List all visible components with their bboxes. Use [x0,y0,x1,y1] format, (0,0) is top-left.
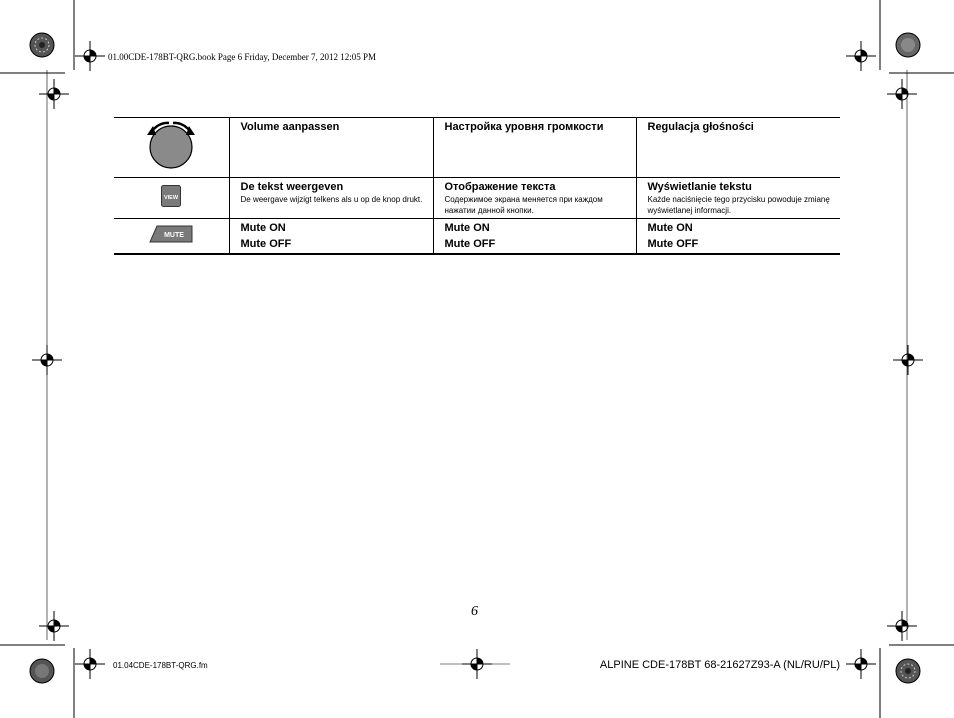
view-button-label: VIEW [164,194,179,201]
polish-title: Wyświetlanie tekstu [647,181,752,193]
volume-knob-icon [141,118,201,172]
icon-cell [114,118,229,178]
table-row [114,178,840,219]
mute-button-icon [149,225,193,243]
polish-description: Każde naciśnięcie tego przycisku powoduje zmianę wyświetlanej informacji. [647,195,830,215]
russian-title: Отображение текста [444,181,556,193]
dutch-title: De tekst weergeven [240,181,344,193]
page-number: 6 [471,604,478,619]
mute-on-label: Mute ON [444,222,490,234]
polish-cell [636,118,840,178]
dutch-description: De weergave wijzigt telkens als u op de knop drukt. [240,195,423,204]
russian-description: Содержимое экрана меняется при каждом нажатии данной кнопки. [444,195,603,215]
dutch-cell [229,118,433,178]
dutch-cell [229,219,433,255]
russian-cell [433,219,636,255]
russian-cell [433,118,636,178]
russian-cell [433,178,636,219]
mute-off-label: Mute OFF [444,238,496,250]
polish-title: Regulacja głośności [647,121,754,133]
mute-on-label: Mute ON [240,222,286,234]
mute-on-label: Mute ON [647,222,693,234]
mute-button-label: MUTE [164,231,185,239]
mute-off-label: Mute OFF [240,238,292,250]
mute-off-label: Mute OFF [647,238,699,250]
dutch-cell [229,178,433,219]
polish-cell [636,178,840,219]
book-header-info: 01.00CDE-178BT-QRG.book Page 6 Friday, December 7, 2012 12:05 PM [108,52,377,62]
controls-table [114,117,840,255]
icon-cell [114,178,229,219]
polish-cell [636,219,840,255]
view-button-icon [161,185,181,207]
table-row [114,118,840,178]
russian-title: Настройка уровня громкости [444,121,604,133]
footer-file-name: 01.04CDE-178BT-QRG.fm [113,661,208,670]
footer-model-info: ALPINE CDE-178BT 68-21627Z93-A (NL/RU/PL) [599,659,840,671]
table-row [114,219,840,255]
dutch-title: Volume aanpassen [240,121,340,133]
icon-cell [114,219,229,255]
